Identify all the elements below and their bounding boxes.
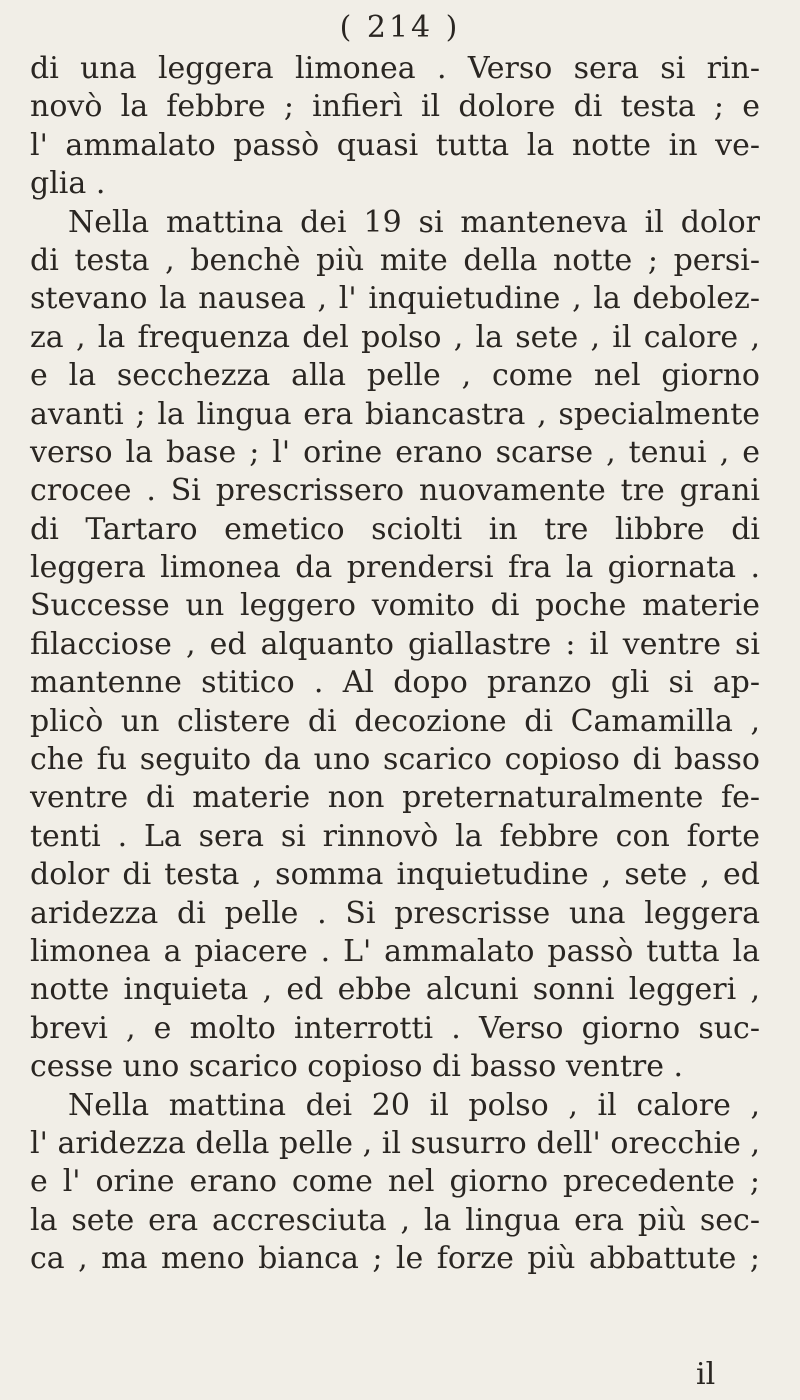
- catchword: il: [696, 1357, 716, 1392]
- text-line: cesse uno scarico copioso di basso ventre .: [30, 1049, 684, 1085]
- text-line: che fu seguito da uno scarico copioso di basso: [30, 742, 760, 778]
- text-line: di testa , benchè più mite della notte ; persi-: [30, 242, 760, 278]
- text-line: notte inquieta , ed ebbe alcuni sonni leggeri ,: [30, 972, 760, 1008]
- text-line: l' aridezza della pelle , il susurro dell' orecchie ,: [30, 1125, 760, 1161]
- body-text: [30, 50, 760, 1279]
- text-line: avanti ; la lingua era biancastra , specialmente: [30, 396, 760, 432]
- text-line: filacciose , ed alquanto giallastre : il ventre si: [30, 626, 760, 662]
- text-line: mantenne stitico . Al dopo pranzo gli si ap-: [30, 665, 760, 701]
- text-line: la sete era accresciuta , la lingua era più sec-: [30, 1202, 760, 1238]
- text-line: tenti . La sera si rinnovò la febbre con forte: [30, 818, 760, 854]
- text-line: glia .: [30, 166, 106, 202]
- text-line: e l' orine erano come nel giorno precedente ;: [30, 1164, 760, 1200]
- text-line: crocee . Si prescrissero nuovamente tre grani: [30, 473, 760, 509]
- text-line: dolor di testa , somma inquietudine , sete , ed: [30, 857, 760, 893]
- text-line: Nella mattina dei 20 il polso , il calore ,: [68, 1087, 760, 1123]
- text-line: limonea a piacere . L' ammalato passò tutta la: [30, 933, 760, 969]
- text-line: novò la febbre ; infierì il dolore di testa ; e: [30, 89, 760, 125]
- text-line: di una leggera limonea . Verso sera si rin-: [30, 51, 760, 86]
- text-line: l' ammalato passò quasi tutta la notte in ve-: [30, 127, 760, 163]
- text-line: Successe un leggero vomito di poche materie: [30, 588, 760, 624]
- text-line: ca , ma meno bianca ; le forze più abbattute ;: [30, 1241, 760, 1277]
- text-line: e la secchezza alla pelle , come nel giorno: [30, 358, 760, 394]
- text-line: verso la base ; l' orine erano scarse , tenui , e: [30, 434, 760, 470]
- page-number: ( 214 ): [339, 10, 461, 45]
- text-line: leggera limonea da prendersi fra la giornata .: [30, 550, 760, 586]
- text-line: za , la frequenza del polso , la sete , il calore ,: [30, 319, 760, 355]
- text-line: Nella mattina dei 19 si manteneva il dolor: [68, 204, 760, 240]
- text-line: di Tartaro emetico sciolti in tre libbre di: [30, 511, 760, 547]
- text-line: stevano la nausea , l' inquietudine , la debolez-: [30, 281, 760, 317]
- text-line: ventre di materie non preternaturalmente fe-: [30, 780, 760, 816]
- text-line: brevi , e molto interrotti . Verso giorno suc-: [30, 1010, 760, 1046]
- text-line: aridezza di pelle . Si prescrisse una leggera: [30, 895, 760, 931]
- text-line: plicò un clistere di decozione di Camamilla ,: [30, 703, 760, 739]
